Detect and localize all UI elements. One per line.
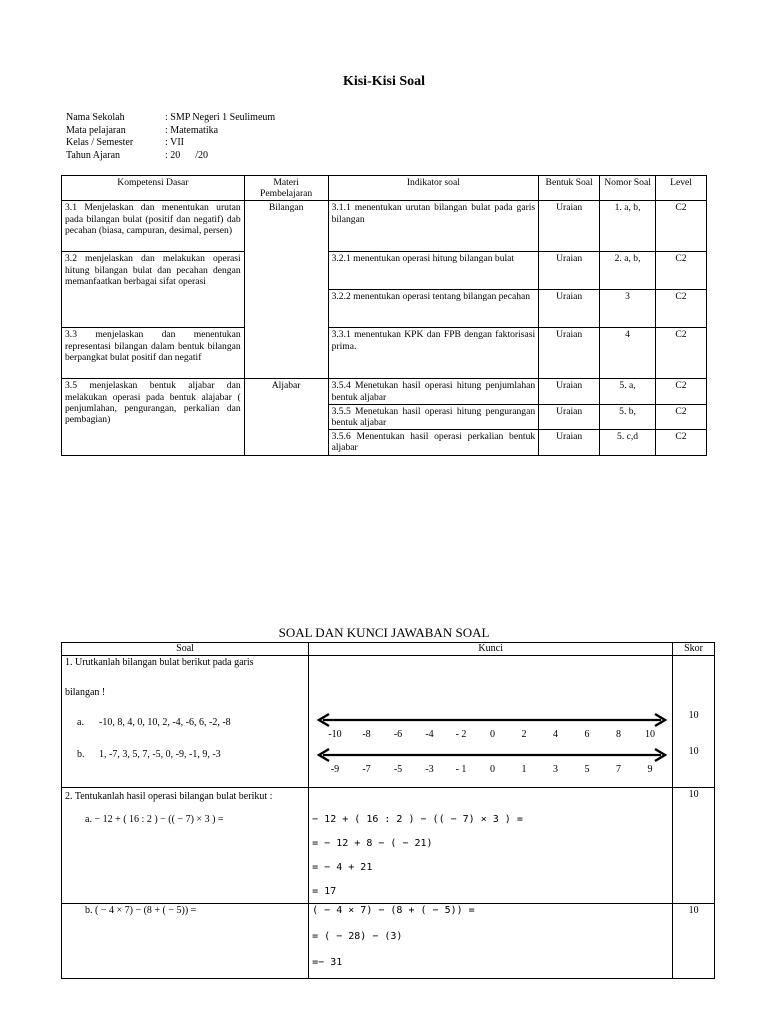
page-title: Kisi-Kisi Soal (342, 74, 426, 89)
item-label: a. (77, 717, 84, 728)
info-row-subject (66, 125, 275, 138)
question-1b-numbers: 1, -7, 3, 5, 7, -5, 0, -9, -1, 9, -3 (99, 749, 221, 760)
question-2b-cell (62, 904, 309, 979)
score-2a-cell: 10 (673, 788, 715, 904)
col-header-kunci: Kunci (309, 643, 673, 656)
table-header-row (62, 176, 707, 201)
answer-step: =− 31 (312, 957, 343, 968)
number-line-label: - 2 (455, 729, 467, 740)
indikator-cell: 3.3.1 menentukan KPK dan FPB dengan faktorisasi prima. (328, 328, 539, 379)
kisi-kisi-table (61, 175, 707, 456)
indikator-cell: 3.5.5 Menetukan hasil operasi hitung pengurangan bentuk aljabar (328, 404, 539, 429)
answer-2b-cell (309, 904, 673, 979)
number-line-label: 10 (645, 729, 656, 740)
bentuk-cell: Uraian (539, 430, 600, 455)
info-label: Nama Sekolah (66, 112, 125, 123)
number-line-label: 1 (521, 764, 527, 775)
answer-step: ( − 4 × 7) − (8 + ( − 5)) = (312, 905, 475, 916)
indikator-cell: 3.2.2 menentukan operasi tentang bilangan pecahan (328, 290, 539, 328)
number-line-label: 5 (584, 764, 590, 775)
info-value: : Matematika (165, 124, 219, 136)
level-cell: C2 (656, 430, 707, 455)
number-line-label: -10 (328, 729, 342, 740)
bentuk-cell: Uraian (539, 379, 600, 404)
number-line-label: -4 (425, 729, 434, 740)
number-line-label: 0 (490, 764, 496, 775)
item-label: b. (77, 749, 85, 760)
question-2a: a. − 12 + ( 16 : 2 ) − (( − 7) × 3 ) = (85, 814, 224, 825)
answer-1-cell (309, 656, 673, 788)
table-row (62, 379, 707, 404)
table-row (62, 201, 707, 252)
info-label: Mata pelajaran (66, 124, 126, 136)
info-value: : VII (165, 137, 184, 148)
table-header-row (62, 643, 715, 656)
info-label: Kelas / Semester (66, 137, 134, 148)
info-row-class (66, 137, 275, 150)
indikator-cell: 3.1.1 menentukan urutan bilangan bulat pada garis bilangan (328, 201, 539, 252)
score-1a: 10 (688, 710, 699, 721)
answer-2a-cell (309, 788, 673, 904)
info-value: : SMP Negeri 1 Seulimeum (165, 112, 276, 123)
col-header-bentuk: Bentuk Soal (539, 176, 600, 201)
indikator-cell: 3.5.4 Menetukan hasil operasi hitung penjumlahan bentuk aljabar (328, 379, 539, 404)
table-row (62, 904, 715, 979)
number-line-a (319, 714, 665, 740)
number-line-label: -6 (393, 729, 403, 740)
answer-step: − 12 + ( 16 : 2 ) − (( − 7) × 3 ) = (312, 814, 523, 825)
info-row-school (66, 112, 275, 125)
answer-step: = ( − 28) − (3) (312, 931, 403, 942)
level-cell: C2 (656, 328, 707, 379)
bentuk-cell: Uraian (539, 290, 600, 328)
soal-table (61, 642, 715, 979)
number-line-label: 6 (584, 729, 590, 740)
kd-cell: 3.2 menjelaskan dan melakukan operasi hitung bilangan bulat dan pecahan dengan memanfaatkan berbagai sifat operasi (62, 252, 245, 328)
question-2b: b. ( − 4 × 7) − (8 + ( − 5)) = (85, 905, 197, 916)
bentuk-cell: Uraian (539, 252, 600, 290)
level-cell: C2 (656, 201, 707, 252)
col-header-soal: Soal (62, 643, 309, 656)
info-label: Tahun Ajaran (66, 149, 121, 161)
nomor-cell: 2. a, b, (600, 252, 656, 290)
number-lines (309, 656, 672, 783)
bentuk-cell: Uraian (539, 201, 600, 252)
score-2b-cell: 10 (673, 904, 715, 979)
kd-cell: 3.1 Menjelaskan dan menentukan urutan pada bilangan bulat (positif dan negatif) dab pecahan (biasa, campuran, desimal, persen) (62, 201, 245, 252)
nomor-cell: 1. a, b, (600, 201, 656, 252)
number-line-label: 7 (616, 764, 622, 775)
answer-step: = 17 (312, 886, 337, 897)
col-header-indikator: Indikator soal (328, 176, 539, 201)
number-line-label: 4 (553, 729, 559, 740)
table-row (62, 788, 715, 904)
nomor-cell: 5. c,d (600, 430, 656, 455)
bentuk-cell: Uraian (539, 404, 600, 429)
info-value: : 20 /20 (165, 149, 209, 161)
table-row (62, 656, 715, 788)
school-info (66, 112, 275, 162)
nomor-cell: 4 (600, 328, 656, 379)
number-line-label: -9 (330, 764, 340, 775)
table-row (62, 252, 707, 290)
section-title: SOAL DAN KUNCI JAWABAN SOAL (278, 625, 490, 640)
col-header-level: Level (656, 176, 707, 201)
number-line-b (319, 749, 665, 775)
number-line-label: 8 (616, 729, 622, 740)
number-line-label: -3 (425, 764, 434, 775)
indikator-cell: 3.2.1 menentukan operasi hitung bilangan bulat (328, 252, 539, 290)
level-cell: C2 (656, 379, 707, 404)
answer-step: = − 12 + 8 − ( − 21) (312, 838, 433, 849)
materi-cell: Aljabar (244, 379, 328, 455)
level-cell: C2 (656, 290, 707, 328)
info-row-year (66, 150, 275, 163)
question-2-cell (62, 788, 309, 904)
materi-cell: Bilangan (244, 201, 328, 379)
level-cell: C2 (656, 404, 707, 429)
number-line-label: -7 (362, 764, 371, 775)
nomor-cell: 5. a, (600, 379, 656, 404)
level-cell: C2 (656, 252, 707, 290)
number-line-label: 9 (647, 764, 653, 775)
number-line-label: 3 (553, 764, 559, 775)
score-1b: 10 (688, 746, 699, 757)
col-header-kd: Kompetensi Dasar (62, 176, 245, 201)
kd-cell: 3.3 menjelaskan dan menentukan representasi bilangan dalam bentuk bilangan berpangkat bulat positif dan negatif (62, 328, 245, 379)
question-1a-numbers: -10, 8, 4, 0, 10, 2, -4, -6, 6, -2, -8 (99, 717, 231, 728)
bentuk-cell: Uraian (539, 328, 600, 379)
nomor-cell: 5. b, (600, 404, 656, 429)
question-1-text: 1. Urutkanlah bilangan bulat berikut pada garis (65, 657, 254, 668)
score-1-cell (673, 656, 715, 788)
number-line-label: -8 (362, 729, 371, 740)
question-1-cell (62, 656, 309, 788)
question-1-text-cont: bilangan ! (65, 687, 106, 698)
col-header-skor: Skor (673, 643, 715, 656)
question-1b (65, 749, 305, 761)
col-header-nomor: Nomor Soal (600, 176, 656, 201)
col-header-materi: Materi Pembelajaran (244, 176, 328, 201)
question-2-text: 2. Tentukanlah hasil operasi bilangan bulat berikut : (65, 791, 273, 802)
indikator-cell: 3.5.6 Menentukan hasil operasi perkalian bentuk aljabar (328, 430, 539, 455)
number-line-label: 2 (521, 729, 527, 740)
number-line-label: -5 (393, 764, 403, 775)
question-1a (65, 717, 305, 729)
table-row (62, 328, 707, 379)
number-line-label: 0 (490, 729, 496, 740)
number-line-label: - 1 (455, 764, 467, 775)
answer-step: = − 4 + 21 (312, 862, 373, 873)
nomor-cell: 3 (600, 290, 656, 328)
kd-cell: 3.5 menjelaskan bentuk aljabar dan melakukan operasi pada bentuk alajabar ( penjumlahan, pengurangan, perkalian dan pembagian) (62, 379, 245, 455)
